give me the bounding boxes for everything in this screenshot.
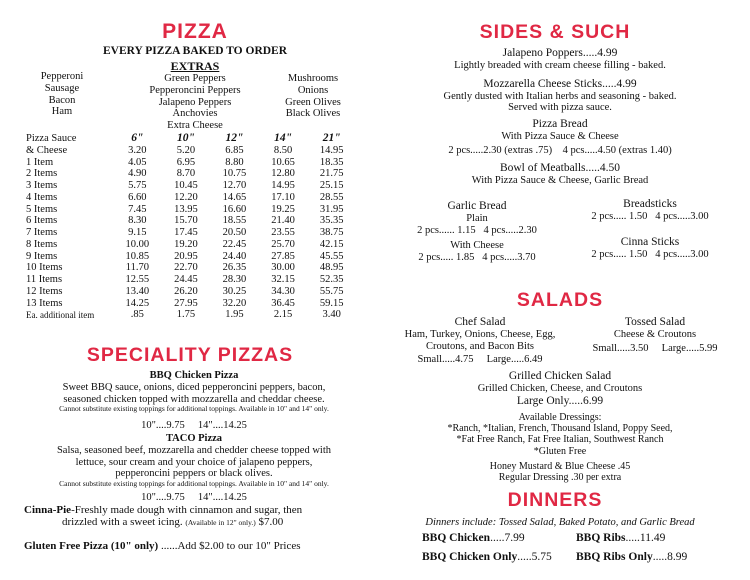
tossed-salad-prices: Small.....3.50 Large.....5.99 xyxy=(592,342,718,354)
pizza-price-cell: 8.50 xyxy=(273,144,293,156)
pizza-price-cell: 8.30 xyxy=(128,215,147,227)
breadsticks-prices: 2 pcs..... 1.50 4 pcs.....3.00 xyxy=(591,210,709,222)
pizza-price-cell: 10.65 xyxy=(271,156,295,168)
gluten-free-line xyxy=(24,540,374,552)
tossed-salad-name: Tossed Salad xyxy=(624,316,686,328)
dinner-bbq-ribs-only xyxy=(576,551,736,564)
pizza-price-cell: 11.70 xyxy=(125,262,149,274)
pizza-price-row xyxy=(26,180,356,192)
size-header: 21" xyxy=(322,132,341,144)
pizza-price-cell: 25.70 xyxy=(271,238,295,250)
pizza-price-row xyxy=(26,262,356,274)
garlic-cheese-prices: 2 pcs..... 1.85 4 pcs.....3.70 xyxy=(418,252,536,264)
dinner-bbq-ribs xyxy=(576,532,726,545)
pizza-bread-price: 4 pcs.....4.50 (extras 1.40) xyxy=(562,144,672,156)
pizza-price-cell: 9.15 xyxy=(128,227,147,239)
extra-item: Bacon xyxy=(48,94,76,106)
pizza-price-cell: 4.90 xyxy=(128,168,147,180)
chef-salad-desc: Croutons, and Bacon Bits xyxy=(426,340,534,352)
pizza-price-cell: 38.75 xyxy=(319,227,344,239)
pizza-price-cell: 14.95 xyxy=(319,144,344,156)
extras-list-veggies xyxy=(272,73,354,120)
pizza-price-cell: 48.95 xyxy=(319,262,344,274)
pizza-title: PIZZA xyxy=(162,20,228,43)
pizza-price-cell: 55.75 xyxy=(319,285,344,297)
cinna-sticks-name: Cinna Sticks xyxy=(620,235,680,248)
pizza-row-label: 4 Items xyxy=(26,191,58,203)
extra-item: Pepperoncini Peppers xyxy=(149,84,241,96)
pizza-price-cell: 25.15 xyxy=(319,180,344,192)
pizza-price-cell: 24.40 xyxy=(222,250,247,262)
pizza-price-cell: 32.15 xyxy=(271,274,295,286)
pizza-row-label: 3 Items xyxy=(26,180,58,192)
pizza-row-label: Ea. additional item xyxy=(26,310,95,321)
pizza-price-cell: 34.30 xyxy=(271,285,295,297)
chef-salad-prices: Small.....4.75 Large.....6.49 xyxy=(417,354,543,366)
pizza-price-cell: 27.95 xyxy=(174,297,198,309)
pizza-price-cell: 12.80 xyxy=(271,168,295,180)
pizza-price-cell: 28.55 xyxy=(319,191,344,203)
breadsticks-name: Breadsticks xyxy=(623,198,677,210)
cinna-pie-desc: drizzled with a sweet icing. xyxy=(62,516,183,529)
extra-item: Onions xyxy=(297,84,329,96)
pizza-price-cell: 19.25 xyxy=(271,203,295,215)
chef-salad-name: Chef Salad xyxy=(454,316,506,328)
pizza-price-row xyxy=(26,239,356,251)
grilled-salad-block xyxy=(390,370,730,408)
pizza-price-cell: 21.40 xyxy=(271,215,295,227)
extras-list-meats xyxy=(30,71,94,118)
pizza-bread-price: 2 pcs.....2.30 (extras .75) xyxy=(448,144,553,156)
grilled-salad-desc: Grilled Chicken, Cheese, and Croutons xyxy=(477,382,643,394)
dressings-line: *Ranch, *Italian, French, Thousand Island, Poppy Seed, xyxy=(447,423,673,435)
pizza-row-label: 6 Items xyxy=(26,215,58,227)
size-header: 6" xyxy=(131,132,144,144)
pizza-price-cell: 17.45 xyxy=(174,227,198,239)
pizza-price-row xyxy=(26,168,356,180)
pizza-price-cell: 8.80 xyxy=(225,156,244,168)
pizza-price-cell: 28.30 xyxy=(222,274,247,286)
pizza-row-label: 8 Items xyxy=(26,238,58,250)
pizza-price-cell: 6.60 xyxy=(128,191,147,203)
cinna-sticks-prices: 2 pcs..... 1.50 4 pcs.....3.00 xyxy=(591,248,709,260)
salads-title: SALADS xyxy=(516,289,604,311)
pizza-row-label: 5 Items xyxy=(26,203,58,215)
bbq-pizza-prices: 10"....9.75 14"....14.25 xyxy=(141,419,247,431)
pizza-price-cell: 31.95 xyxy=(319,203,344,215)
base-label: Pizza Sauce xyxy=(26,133,77,145)
bbq-pizza-desc: seasoned chicken topped with mozzarella and cheddar cheese. xyxy=(63,393,325,405)
garlic-cheese-label: With Cheese xyxy=(450,240,504,252)
pizza-row-label: 1 Item xyxy=(26,156,54,168)
mozz-desc: Gently dusted with Italian herbs and seasoning - baked. xyxy=(443,90,677,102)
dressings-line: Honey Mustard & Blue Cheese .45 xyxy=(489,460,631,472)
pizza-price-cell: 10.45 xyxy=(174,180,198,192)
pizza-price-cell: 17.10 xyxy=(271,191,295,203)
cinna-pie-price: $7.00 xyxy=(258,516,284,529)
pizza-price-cell: 18.55 xyxy=(222,215,247,227)
pizza-price-cell: 26.35 xyxy=(222,262,247,274)
taco-pizza-desc: Salsa, seasoned beef, mozzarella and chedder cheese topped with xyxy=(56,444,332,456)
pizza-row-label: 2 Items xyxy=(26,168,58,180)
pizza-price-cell: 6.95 xyxy=(176,156,196,168)
pizza-price-cell: 20.95 xyxy=(174,250,198,262)
extra-item: Ham xyxy=(51,106,73,118)
pizza-price-cell: 6.85 xyxy=(225,144,244,156)
pizza-price-cell: 52.35 xyxy=(319,274,344,286)
garlic-bread-name: Garlic Bread xyxy=(447,200,507,212)
pizza-bread-name: Pizza Bread xyxy=(532,118,588,130)
pizza-price-row xyxy=(26,227,356,239)
jalapeno-desc: Lightly breaded with cream cheese filling - baked. xyxy=(454,59,666,71)
pizza-price-row xyxy=(26,145,356,157)
extra-item: Green Peppers xyxy=(164,73,226,84)
extra-item: Green Olives xyxy=(285,96,341,108)
pizza-price-cell: 18.35 xyxy=(319,156,344,168)
pizza-price-cell: 22.70 xyxy=(174,262,198,274)
pizza-price-cell: 12.55 xyxy=(125,274,150,286)
pizza-price-row xyxy=(26,157,356,169)
bbq-pizza-block xyxy=(18,370,370,431)
garlic-plain-prices: 2 pcs...... 1.15 4 pcs.....2.30 xyxy=(417,224,537,236)
cinna-pie-block xyxy=(24,504,374,529)
pizza-price-row xyxy=(26,298,356,310)
specialty-title: SPECIALITY PIZZAS xyxy=(86,344,294,366)
pizza-row-label: 13 Items xyxy=(26,297,63,309)
tossed-salad-block xyxy=(580,316,730,354)
pizza-price-cell: 27.85 xyxy=(271,250,295,262)
dinner-item-name: BBQ Chicken xyxy=(422,532,491,544)
pizza-row-label: 9 Items xyxy=(26,250,58,262)
cinna-pie-availability: (Available in 12" only.) xyxy=(185,518,256,528)
pizza-row-label: 7 Items xyxy=(26,227,58,239)
pizza-price-cell: 1.75 xyxy=(176,309,196,321)
pizza-price-cell: 30.00 xyxy=(271,262,295,274)
pizza-row-label: 10 Items xyxy=(26,262,63,274)
pizza-price-cell: 10.00 xyxy=(125,238,150,250)
pizza-price-cell: 16.60 xyxy=(222,203,247,215)
pizza-price-cell: 45.55 xyxy=(319,250,344,262)
extra-item: Mushrooms xyxy=(287,73,339,84)
pizza-price-cell: 12.70 xyxy=(222,180,247,192)
cinna-pie-desc: -Freshly made dough with cinnamon and sugar, then xyxy=(71,504,303,516)
pizza-price-cell: 26.20 xyxy=(174,285,198,297)
pizza-price-row xyxy=(26,274,356,286)
grilled-salad-price: Large Only.....6.99 xyxy=(516,394,604,407)
pizza-price-row xyxy=(26,286,356,298)
dinners-title: DINNERS xyxy=(507,489,603,511)
pizza-price-cell: 8.70 xyxy=(176,168,196,180)
pizza-price-row xyxy=(26,204,356,216)
dressings-line: *Fat Free Ranch, Fat Free Italian, Southwest Ranch xyxy=(456,434,664,446)
pizza-price-cell: 22.45 xyxy=(222,238,247,250)
pizza-price-cell: 3.20 xyxy=(128,144,147,156)
pizza-price-cell: 20.50 xyxy=(222,227,247,239)
garlic-plain-label: Plain xyxy=(466,212,488,224)
bbq-pizza-note: Cannot substitute existing toppings for additional toppings. Available in 10" and 14" only. xyxy=(59,404,329,414)
size-header: 10" xyxy=(176,132,195,144)
dinner-item-name: BBQ Ribs xyxy=(576,532,626,544)
pizza-price-cell: 14.25 xyxy=(125,297,150,309)
size-header-row xyxy=(26,132,356,145)
dressings-line: Regular Dressing .30 per extra xyxy=(498,471,622,483)
pizza-price-cell: 3.40 xyxy=(322,309,341,321)
bbq-pizza-name: BBQ Chicken Pizza xyxy=(149,370,239,381)
dinner-item-price: .....5.75 xyxy=(517,551,552,563)
pizza-price-cell: 42.15 xyxy=(319,238,344,250)
dinner-item-price: .....11.49 xyxy=(625,532,666,544)
pizza-price-cell: 5.20 xyxy=(176,144,196,156)
dinner-item-price: .....7.99 xyxy=(490,532,525,544)
size-header: 14" xyxy=(274,132,293,144)
pizza-price-cell: 12.20 xyxy=(174,191,198,203)
pizza-price-cell: 7.45 xyxy=(128,203,147,215)
extra-item: Extra Cheese xyxy=(167,120,223,131)
pizza-price-cell: .85 xyxy=(130,309,144,321)
pizza-price-cell: 21.75 xyxy=(319,168,344,180)
pizza-price-cell: 4.05 xyxy=(128,156,147,168)
chef-salad-desc: Ham, Turkey, Onions, Cheese, Egg, xyxy=(404,328,556,340)
extra-item: Anchovies xyxy=(172,108,218,120)
taco-pizza-note: Cannot substitute existing toppings for additional toppings. Available in 10" and 14" only. xyxy=(59,479,329,488)
pizza-price-cell: 1.95 xyxy=(225,309,244,321)
taco-pizza-desc: lettuce, sour cream and your choice of jalapeno peppers, xyxy=(75,456,313,468)
pizza-price-table xyxy=(26,132,356,321)
pizza-subtitle: EVERY PIZZA BAKED TO ORDER xyxy=(102,45,288,57)
pizza-price-cell: 32.20 xyxy=(222,297,247,309)
dinner-bbq-chicken-only xyxy=(422,551,582,564)
taco-pizza-name: TACO Pizza xyxy=(165,433,223,444)
dinner-item-price: .....8.99 xyxy=(652,551,688,563)
pizza-price-cell: 13.95 xyxy=(174,203,198,215)
pizza-price-cell: 10.75 xyxy=(222,168,247,180)
extra-item: Pepperoni xyxy=(40,71,84,82)
taco-pizza-block xyxy=(18,433,370,504)
pizza-price-cell: 36.45 xyxy=(271,297,295,309)
pizza-price-cell: 14.95 xyxy=(271,180,295,192)
pizza-price-row xyxy=(26,215,356,227)
taco-pizza-prices: 10"....9.75 14"....14.25 xyxy=(141,492,247,504)
sides-title: SIDES & SUCH xyxy=(479,21,631,43)
pizza-price-cell: 24.45 xyxy=(174,274,198,286)
gluten-free-name: Gluten Free Pizza (10" only) xyxy=(24,540,159,552)
pizza-price-row xyxy=(26,192,356,204)
pizza-price-cell: 5.75 xyxy=(128,180,147,192)
dinner-item-name: BBQ Ribs Only xyxy=(576,551,653,563)
extra-item: Jalapeno Peppers xyxy=(158,96,232,108)
pizza-price-cell: 2.15 xyxy=(273,309,293,321)
extras-title: EXTRAS xyxy=(170,59,220,73)
pizza-price-cell: 23.55 xyxy=(271,227,295,239)
extras-list-peppers xyxy=(128,73,262,132)
meatballs-price: .....4.50 xyxy=(585,162,621,175)
meatballs-desc: With Pizza Sauce & Cheese, Garlic Bread xyxy=(471,175,649,187)
pizza-price-row xyxy=(26,251,356,263)
pizza-row-label: 12 Items xyxy=(26,285,63,297)
taco-pizza-desc: pepperoncini peppers or black olives. xyxy=(115,468,273,480)
chef-salad-block xyxy=(380,316,580,366)
dinners-include: Dinners include: Tossed Salad, Baked Potato, and Garlic Bread xyxy=(425,517,695,528)
dressings-line: *Gluten Free xyxy=(533,445,587,457)
pizza-price-cell: 35.35 xyxy=(319,215,344,227)
sides-block xyxy=(388,47,732,187)
dressings-block xyxy=(390,412,730,483)
dinner-bbq-chicken xyxy=(422,532,582,545)
tossed-salad-desc: Cheese & Croutons xyxy=(613,328,697,340)
extra-item: Sausage xyxy=(44,82,80,94)
pizza-price-cell: 10.85 xyxy=(125,250,150,262)
pizza-price-cell: 14.65 xyxy=(222,191,247,203)
mozz-name: Mozzarella Cheese Sticks xyxy=(483,77,603,90)
garlic-bread-block xyxy=(392,200,562,264)
pizza-bread-desc: With Pizza Sauce & Cheese xyxy=(501,130,619,142)
extra-item: Black Olives xyxy=(285,108,341,120)
pizza-price-row xyxy=(26,309,356,321)
dinner-item-name: BBQ Chicken Only xyxy=(422,551,518,563)
jalapeno-price: .....4.99 xyxy=(582,47,618,59)
pizza-row-label: & Cheese xyxy=(26,144,68,156)
pizza-price-cell: 59.15 xyxy=(319,297,344,309)
mozz-desc: Served with pizza sauce. xyxy=(508,102,612,114)
mozz-price: .....4.99 xyxy=(602,77,637,90)
cinna-pie-name: Cinna-Pie xyxy=(24,504,72,516)
meatballs-name: Bowl of Meatballs xyxy=(499,162,586,175)
bbq-pizza-desc: Sweet BBQ sauce, onions, diced pepperoncini peppers, bacon, xyxy=(62,381,326,393)
pizza-row-label: 11 Items xyxy=(26,274,63,286)
size-header: 12" xyxy=(225,132,244,144)
gluten-free-price: ......Add $2.00 to our 10" Prices xyxy=(160,540,301,552)
pizza-price-cell: 19.20 xyxy=(174,238,198,250)
jalapeno-name: Jalapeno Poppers xyxy=(502,47,583,59)
breadsticks-block xyxy=(570,198,730,260)
dressings-title: Available Dressings: xyxy=(518,412,602,423)
pizza-price-cell: 30.25 xyxy=(222,285,247,297)
pizza-price-cell: 13.40 xyxy=(125,285,150,297)
pizza-price-cell: 15.70 xyxy=(174,215,198,227)
grilled-salad-name: Grilled Chicken Salad xyxy=(508,370,612,382)
